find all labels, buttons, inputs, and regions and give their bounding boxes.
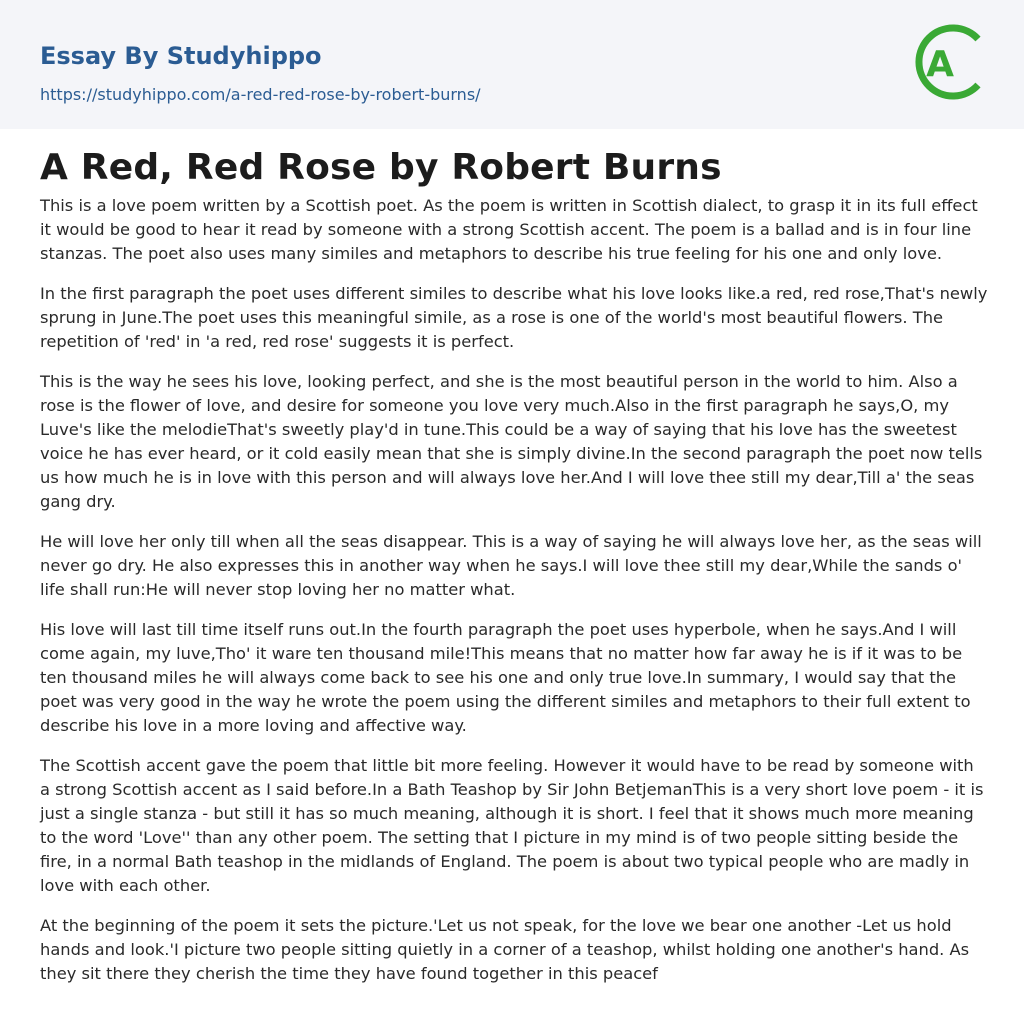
source-url-link[interactable]: https://studyhippo.com/a-red-red-rose-by-robert-burns/	[40, 85, 481, 104]
brand-name[interactable]: Essay By Studyhippo	[40, 42, 322, 70]
essay-body	[40, 194, 988, 1002]
essay-paragraph: At the beginning of the poem it sets the picture.'Let us not speak, for the love we bear one another -Let us hold hands and look.'I picture two people sitting quietly in a corner of a teashop, whilst holding one another's hand. As they sit there they cherish the time they have found together in this peacef	[40, 916, 970, 983]
essay-title: A Red, Red Rose by Robert Burns	[40, 147, 722, 188]
essay-paragraph: In the first paragraph the poet uses different similes to describe what his love looks like.a red, red rose,That's newly sprung in June.The poet uses this meaningful simile, as a rose is one of the world's most beautiful flowers. The repetition of 'red' in 'a red, red rose' suggests it is perfect.	[40, 284, 988, 351]
logo-letter: A	[926, 44, 954, 85]
essay-paragraph: The Scottish accent gave the poem that little bit more feeling. However it would have to be read by someone with a strong Scottish accent as I said before.In a Bath Teashop by Sir John BetjemanThis is a very short love poem - it is just a single stanza - but still it has so much meaning, although it is short. I feel that it shows much more meaning to the word 'Love'' than any other poem. The setting that I picture in my mind is of two people sitting beside the fire, in a normal Bath teashop in the midlands of England. The poem is about two typical people who are madly in love with each other.	[40, 756, 984, 895]
studyhippo-logo-icon[interactable]	[912, 19, 986, 105]
essay-paragraph: This is the way he sees his love, looking perfect, and she is the most beautiful person in the world to him. Also a rose is the flower of love, and desire for someone you love very much.Also in the first paragraph he says,O, my Luve's like the melodieThat's sweetly play'd in tune.This could be a way of saying that his love has the sweetest voice he has ever heard, or it cold easily mean that she is simply divine.In the second paragraph the poet now tells us how much he is in love with this person and will always love her.And I will love thee still my dear,Till a' the seas gang dry.	[40, 372, 983, 511]
essay-paragraph: His love will last till time itself runs out.In the fourth paragraph the poet uses hyperbole, when he says.And I will come again, my luve,Tho' it ware ten thousand mile!This means that no matter how far away he is if it was to be ten thousand miles he will always come back to see his one and only true love.In summary, I would say that the poet was very good in the way he wrote the poem using the different similes and metaphors to their full extent to describe his love in a more loving and affective way.	[40, 620, 971, 735]
essay-paragraph: He will love her only till when all the seas disappear. This is a way of saying he will always love her, as the seas will never go dry. He also expresses this in another way when he says.I will love thee still my dear,While the sands o' life shall run:He will never stop loving her no matter what.	[40, 532, 982, 599]
essay-paragraph: This is a love poem written by a Scottish poet. As the poem is written in Scottish dialect, to grasp it in its full effect it would be good to hear it read by someone with a strong Scottish accent. The poem is a ballad and is in four line stanzas. The poet also uses many similes and metaphors to describe his true feeling for his one and only love.	[40, 196, 978, 263]
